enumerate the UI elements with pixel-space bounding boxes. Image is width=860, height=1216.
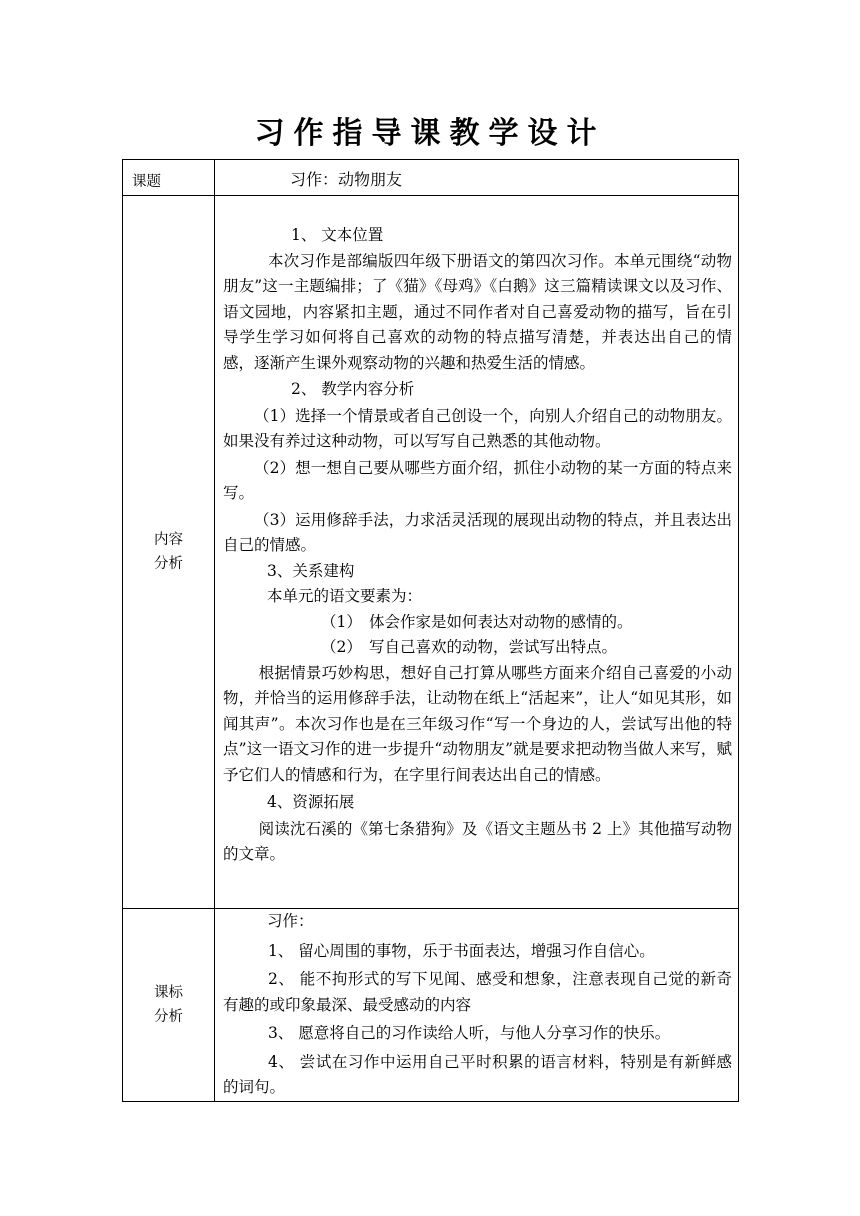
content-analysis-body-cell (215, 196, 739, 909)
language-element-num: （1） (321, 612, 362, 631)
curriculum-analysis-label (123, 909, 214, 1101)
section2-item: （2）想一想自己要从哪些方面介绍，抓住小动物的某一方面的特点来写。 (223, 458, 732, 502)
section2-heading: 2、 教学内容分析 (291, 380, 415, 398)
content-analysis-label-line1: 内容 (154, 532, 183, 548)
topic-value: 习作：动物朋友 (290, 170, 403, 189)
section1-heading: 1、 文本位置 (291, 226, 384, 244)
curriculum-analysis-label-line2: 分析 (154, 1008, 183, 1025)
topic-label: 课题 (132, 174, 161, 190)
language-element-num: （2） (321, 638, 362, 656)
topic-row (123, 160, 739, 196)
topic-label-cell (123, 160, 215, 196)
section2-item: （1）选择一个情景或者自己创设一个，向别人介绍自己的动物朋友。如果没有养过这种动物，可以写写自己熟悉的其他动物。 (223, 406, 732, 450)
curriculum-item: 1、 留心周围的事物，乐于书面表达，增强习作自信心。 (267, 941, 655, 960)
curriculum-item: 4、 尝试在习作中运用自己平时积累的语言材料，特别是有新鲜感的词句。 (223, 1052, 732, 1096)
section4-text: 阅读沈石溪的《第七条猎狗》及《语文主题丛书 2 上》其他描写动物的文章。 (223, 819, 732, 863)
section4-heading: 4、资源拓展 (267, 793, 355, 811)
page-title: 习作指导课教学设计 (254, 116, 606, 151)
lesson-design-table (122, 159, 739, 1102)
section3-intro: 本单元的语文要素为： (267, 587, 423, 605)
curriculum-analysis-body-cell (215, 909, 739, 1102)
curriculum-item: 3、 愿意将自己的习作读给人听，与他人分享习作的快乐。 (267, 1024, 671, 1042)
topic-value-cell (215, 160, 739, 196)
language-element-text: 写自己喜欢的动物，尝试写出特点。 (369, 638, 618, 656)
content-analysis-label-line2: 分析 (154, 556, 183, 572)
content-analysis-row (123, 196, 739, 909)
section3-text: 根据情景巧妙构思，想好自己打算从哪些方面来介绍自己喜爱的小动物，并恰当的运用修辞手法，让动物在纸上“活起来”，让人“如见其形，如闻其声”。本次习作也是在三年级习作“写一个身边的人，尝试写出他的特点”这一语文习作的进一步提升“动物朋友”就是要求把动物当做人来写，赋予它们人的情感和行为，在字里行间表达出自己的情感。 (223, 663, 732, 784)
language-element (223, 635, 732, 661)
curriculum-heading: 习作： (267, 912, 314, 930)
language-element-text: 体会作家是如何表达对动物的感情的。 (369, 612, 633, 631)
section3-heading: 3、关系建构 (267, 561, 355, 580)
content-analysis-label-cell (123, 196, 215, 909)
curriculum-analysis-label-line1: 课标 (154, 984, 183, 1001)
language-element (223, 610, 732, 636)
content-analysis-label (123, 196, 214, 908)
curriculum-analysis-row (123, 909, 739, 1102)
curriculum-analysis-label-cell (123, 909, 215, 1102)
section2-item: （3）运用修辞手法，力求活灵活现的展现出动物的特点，并且表达出自己的情感。 (223, 510, 732, 554)
section1-text: 本次习作是部编版四年级下册语文的第四次习作。本单元围绕“动物朋友”这一主题编排；了《猫》《母鸡》《白鹅》这三篇精读课文以及习作、语文园地，内容紧扣主题，通过不同作者对自己喜爱动物的描写，旨在引导学生学习如何将自己喜欢的动物的特点描写清楚，并表达出自己的情感，逐渐产生课外观察动物的兴趣和热爱生活的情感。 (223, 251, 732, 372)
curriculum-item: 2、 能不拘形式的写下见闻、感受和想象，注意表现自己觉的新奇有趣的或印象最深、最受感动的内容 (223, 970, 732, 1014)
